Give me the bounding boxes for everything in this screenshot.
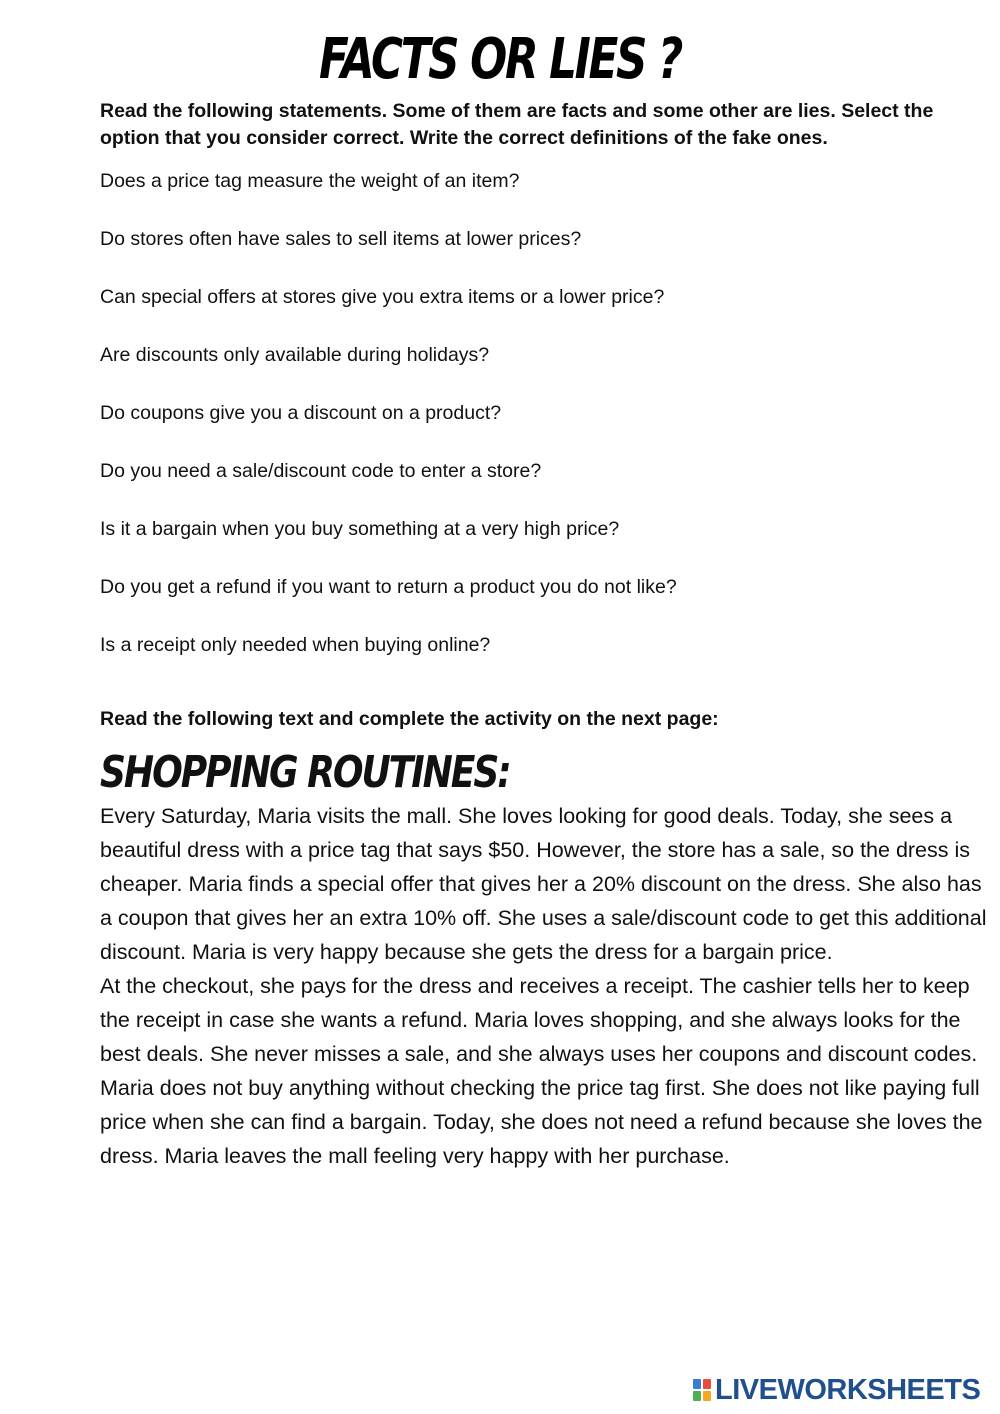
liveworksheets-icon bbox=[692, 1378, 712, 1402]
question-item: Do coupons give you a discount on a product? bbox=[100, 402, 502, 424]
reading-instructions: Read the following text and complete the activity on the next page: bbox=[100, 708, 719, 730]
brand-name: LIVEWORKSHEETS bbox=[715, 1374, 981, 1406]
question-item: Can special offers at stores give you extra items or a lower price? bbox=[100, 286, 665, 308]
question-item: Do you need a sale/discount code to enter a store? bbox=[100, 460, 542, 482]
story-paragraph: Maria does not buy anything without checking the price tag first. She does not like paying full price when she can find a bargain. Today, she does not need a refund because she loves the dress. Maria leaves the mall feeling very happy with her purchase. bbox=[100, 1076, 983, 1168]
question-item: Do stores often have sales to sell items at lower prices? bbox=[100, 228, 582, 250]
story-paragraph: At the checkout, she pays for the dress and receives a receipt. The cashier tells her to keep the receipt in case she wants a refund. Maria loves shopping, and she always looks for the best deals. She never misses a sale, and she always uses her coupons and discount codes. bbox=[100, 974, 978, 1066]
question-item: Does a price tag measure the weight of an item? bbox=[100, 170, 520, 192]
logo-block bbox=[693, 1379, 701, 1389]
logo-block bbox=[703, 1379, 711, 1389]
logo-block bbox=[703, 1391, 711, 1401]
question-item: Are discounts only available during holidays? bbox=[100, 344, 490, 366]
liveworksheets-logo bbox=[692, 1374, 980, 1406]
question-list bbox=[100, 166, 980, 688]
question-item: Do you get a refund if you want to return a product you do not like? bbox=[100, 576, 677, 598]
section-title: SHOPPING ROUTINES: bbox=[100, 747, 510, 798]
instructions: Read the following statements. Some of them are facts and some other are lies. Select the option that you consider correct. Write the correct definitions of the fake ones. bbox=[100, 100, 934, 149]
question-item: Is it a bargain when you buy something at a very high price? bbox=[100, 518, 620, 540]
story-text bbox=[100, 799, 990, 1173]
logo-block bbox=[693, 1391, 701, 1401]
page-title: FACTS OR LIES ? bbox=[319, 27, 681, 92]
story-paragraph: Every Saturday, Maria visits the mall. She loves looking for good deals. Today, she sees a beautiful dress with a price tag that says $50. However, the store has a sale, so the dress is cheaper. Maria finds a special offer that gives her a 20% discount on the dress. She also has a coupon that gives her an extra 10% off. She uses a sale/discount code to get this additional discount. Maria is very happy because she gets the dress for a bargain price. bbox=[100, 804, 987, 964]
question-item: Is a receipt only needed when buying online? bbox=[100, 634, 491, 656]
